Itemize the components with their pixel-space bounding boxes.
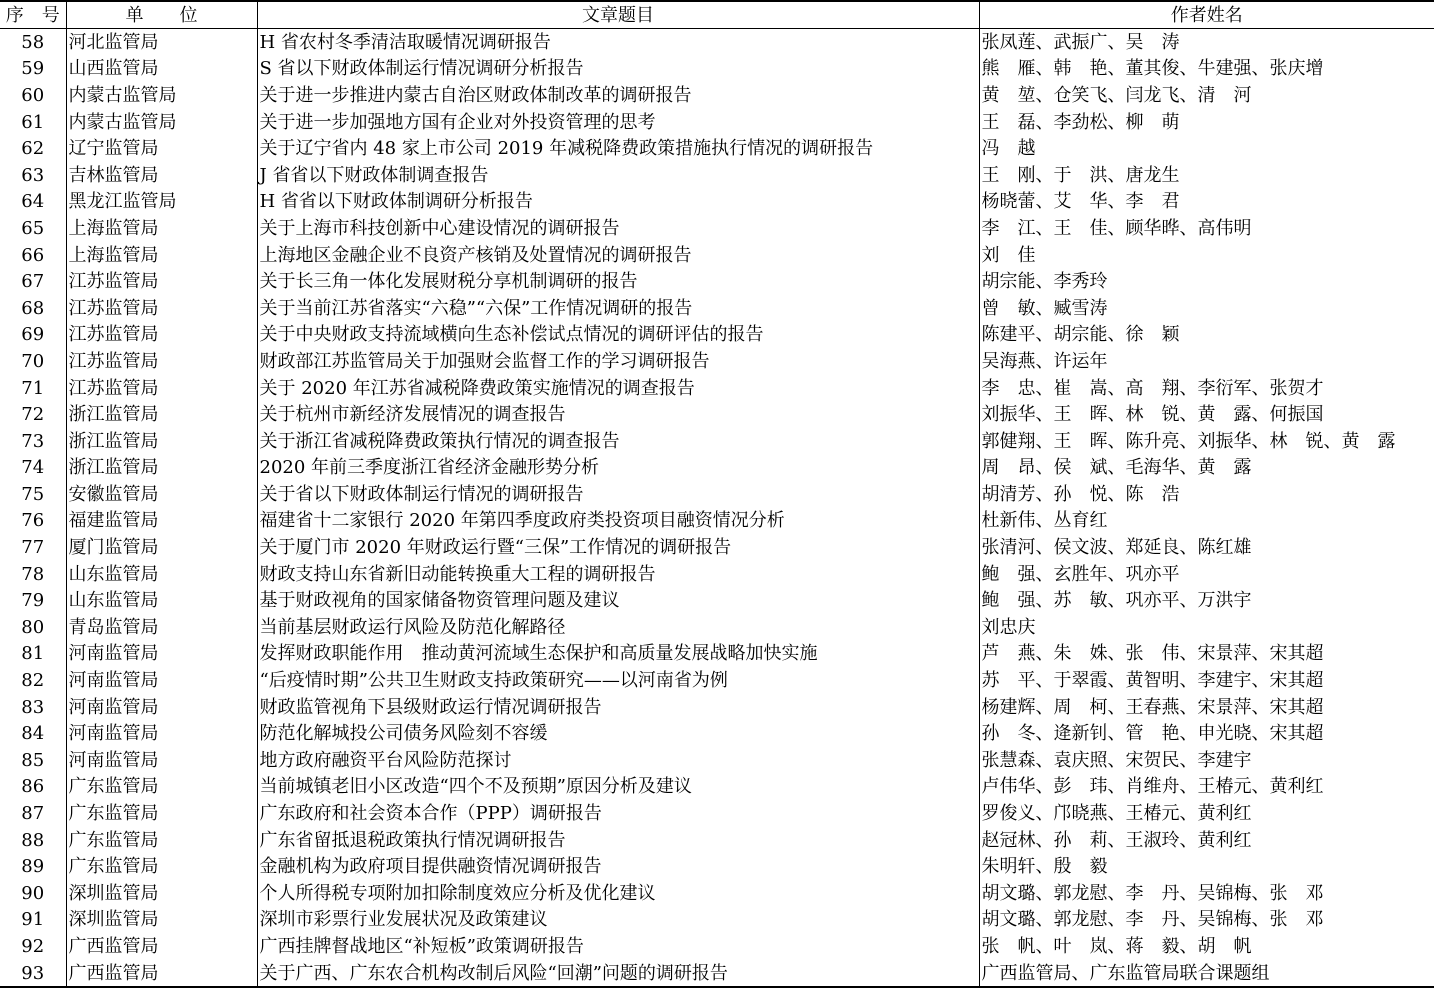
row-authors: 熊 雁、韩 艳、董其俊、牛建强、张庆增 [979, 56, 1434, 83]
row-title: 财政支持山东省新旧动能转换重大工程的调研报告 [257, 561, 979, 588]
table-row [0, 135, 1434, 162]
row-number: 78 [0, 561, 66, 588]
row-title: 关于厦门市 2020 年财政运行暨“三保”工作情况的调研报告 [257, 534, 979, 561]
row-title: 关于进一步加强地方国有企业对外投资管理的思考 [257, 109, 979, 136]
table-row [0, 56, 1434, 83]
row-unit: 广东监管局 [66, 853, 257, 880]
row-number: 61 [0, 109, 66, 136]
table-row [0, 614, 1434, 641]
row-title: 当前基层财政运行风险及防范化解路径 [257, 614, 979, 641]
row-unit: 上海监管局 [66, 242, 257, 269]
row-authors: 胡文璐、郭龙慰、李 丹、吴锦梅、张 邓 [979, 907, 1434, 934]
row-number: 82 [0, 667, 66, 694]
row-unit: 安徽监管局 [66, 481, 257, 508]
table-row [0, 322, 1434, 349]
row-number: 88 [0, 827, 66, 854]
row-number: 69 [0, 322, 66, 349]
row-authors: 卢伟华、彭 玮、肖维舟、王椿元、黄利红 [979, 774, 1434, 801]
table-row [0, 694, 1434, 721]
row-authors: 周 昂、侯 斌、毛海华、黄 露 [979, 455, 1434, 482]
header-num: 序 号 [0, 1, 66, 29]
table-row [0, 960, 1434, 988]
row-authors: 陈建平、胡宗能、徐 颖 [979, 322, 1434, 349]
table-row [0, 428, 1434, 455]
row-unit: 浙江监管局 [66, 401, 257, 428]
row-title: 关于省以下财政体制运行情况的调研报告 [257, 481, 979, 508]
table-row [0, 215, 1434, 242]
row-title: 关于广西、广东农合机构改制后风险“回潮”问题的调研报告 [257, 960, 979, 988]
header-authors: 作者姓名 [979, 1, 1434, 29]
row-unit: 江苏监管局 [66, 295, 257, 322]
row-unit: 内蒙古监管局 [66, 82, 257, 109]
row-number: 63 [0, 162, 66, 189]
table-row [0, 667, 1434, 694]
row-title: 财政监管视角下县级财政运行情况调研报告 [257, 694, 979, 721]
row-title: 地方政府融资平台风险防范探讨 [257, 747, 979, 774]
row-authors: 芦 燕、朱 姝、张 伟、宋景萍、宋其超 [979, 641, 1434, 668]
table-row [0, 587, 1434, 614]
row-title: 个人所得税专项附加扣除制度效应分析及优化建议 [257, 880, 979, 907]
row-unit: 福建监管局 [66, 508, 257, 535]
row-unit: 江苏监管局 [66, 375, 257, 402]
table-row [0, 561, 1434, 588]
table-row [0, 455, 1434, 482]
row-number: 76 [0, 508, 66, 535]
table-body [0, 29, 1434, 988]
row-authors: 刘忠庆 [979, 614, 1434, 641]
table-row [0, 720, 1434, 747]
row-title: 发挥财政职能作用 推动黄河流域生态保护和高质量发展战略加快实施 [257, 641, 979, 668]
row-number: 62 [0, 135, 66, 162]
row-number: 74 [0, 455, 66, 482]
row-number: 68 [0, 295, 66, 322]
row-number: 92 [0, 933, 66, 960]
header-title: 文章题目 [257, 1, 979, 29]
row-authors: 王 磊、李劲松、柳 萌 [979, 109, 1434, 136]
row-title: 广东政府和社会资本合作（PPP）调研报告 [257, 800, 979, 827]
row-title: 金融机构为政府项目提供融资情况调研报告 [257, 853, 979, 880]
table-row [0, 375, 1434, 402]
row-authors: 曾 敏、臧雪涛 [979, 295, 1434, 322]
header-unit: 单 位 [66, 1, 257, 29]
row-unit: 广东监管局 [66, 800, 257, 827]
row-number: 64 [0, 189, 66, 216]
row-title: 关于 2020 年江苏省减税降费政策实施情况的调查报告 [257, 375, 979, 402]
row-unit: 辽宁监管局 [66, 135, 257, 162]
table-row [0, 508, 1434, 535]
row-title: 福建省十二家银行 2020 年第四季度政府类投资项目融资情况分析 [257, 508, 979, 535]
row-authors: 王 刚、于 洪、唐龙生 [979, 162, 1434, 189]
row-unit: 河南监管局 [66, 720, 257, 747]
table-row [0, 774, 1434, 801]
table-row [0, 162, 1434, 189]
row-number: 79 [0, 587, 66, 614]
row-number: 90 [0, 880, 66, 907]
row-title: 关于当前江苏省落实“六稳”“六保”工作情况调研的报告 [257, 295, 979, 322]
row-title: 2020 年前三季度浙江省经济金融形势分析 [257, 455, 979, 482]
row-number: 73 [0, 428, 66, 455]
row-authors: 刘 佳 [979, 242, 1434, 269]
row-authors: 张 帆、叶 岚、蒋 毅、胡 帆 [979, 933, 1434, 960]
row-title: 关于长三角一体化发展财税分享机制调研的报告 [257, 268, 979, 295]
row-authors: 朱明轩、殷 毅 [979, 853, 1434, 880]
row-unit: 青岛监管局 [66, 614, 257, 641]
row-authors: 苏 平、于翠霞、黄智明、李建宇、宋其超 [979, 667, 1434, 694]
row-number: 75 [0, 481, 66, 508]
row-authors: 吴海燕、许运年 [979, 348, 1434, 375]
row-authors: 鲍 强、苏 敏、巩亦平、万洪宇 [979, 587, 1434, 614]
row-unit: 河南监管局 [66, 747, 257, 774]
row-authors: 冯 越 [979, 135, 1434, 162]
row-unit: 上海监管局 [66, 215, 257, 242]
row-title: “后疫情时期”公共卫生财政支持政策研究——以河南省为例 [257, 667, 979, 694]
row-number: 84 [0, 720, 66, 747]
row-number: 59 [0, 56, 66, 83]
row-authors: 胡文璐、郭龙慰、李 丹、吴锦梅、张 邓 [979, 880, 1434, 907]
row-authors: 广西监管局、广东监管局联合课题组 [979, 960, 1434, 988]
header-row [0, 1, 1434, 29]
table-row [0, 534, 1434, 561]
row-authors: 张凤莲、武振广、吴 涛 [979, 29, 1434, 56]
row-authors: 胡清芳、孙 悦、陈 浩 [979, 481, 1434, 508]
row-unit: 厦门监管局 [66, 534, 257, 561]
row-unit: 广东监管局 [66, 827, 257, 854]
row-unit: 山东监管局 [66, 561, 257, 588]
row-authors: 李 江、王 佳、顾华晔、高伟明 [979, 215, 1434, 242]
row-number: 83 [0, 694, 66, 721]
row-unit: 江苏监管局 [66, 268, 257, 295]
table-row [0, 189, 1434, 216]
table-row [0, 348, 1434, 375]
table-row [0, 401, 1434, 428]
row-title: 上海地区金融企业不良资产核销及处置情况的调研报告 [257, 242, 979, 269]
row-number: 66 [0, 242, 66, 269]
table-row [0, 109, 1434, 136]
table-row [0, 242, 1434, 269]
table-row [0, 481, 1434, 508]
row-title: H 省省以下财政体制调研分析报告 [257, 189, 979, 216]
row-title: 关于浙江省减税降费政策执行情况的调查报告 [257, 428, 979, 455]
row-title: 深圳市彩票行业发展状况及政策建议 [257, 907, 979, 934]
table-row [0, 853, 1434, 880]
row-title: 财政部江苏监管局关于加强财会监督工作的学习调研报告 [257, 348, 979, 375]
row-authors: 黄 堃、仓笑飞、闫龙飞、清 河 [979, 82, 1434, 109]
table-row [0, 800, 1434, 827]
table-row [0, 933, 1434, 960]
row-unit: 深圳监管局 [66, 880, 257, 907]
row-number: 86 [0, 774, 66, 801]
row-authors: 杨晓蕾、艾 华、李 君 [979, 189, 1434, 216]
row-authors: 郭健翔、王 晖、陈升亮、刘振华、林 锐、黄 露 [979, 428, 1434, 455]
row-title: 当前城镇老旧小区改造“四个不及预期”原因分析及建议 [257, 774, 979, 801]
table-row [0, 747, 1434, 774]
row-number: 91 [0, 907, 66, 934]
table-row [0, 82, 1434, 109]
row-unit: 河北监管局 [66, 29, 257, 56]
row-title: 关于杭州市新经济发展情况的调查报告 [257, 401, 979, 428]
row-title: 广西挂牌督战地区“补短板”政策调研报告 [257, 933, 979, 960]
row-number: 65 [0, 215, 66, 242]
table-header [0, 1, 1434, 29]
row-unit: 广西监管局 [66, 960, 257, 988]
row-unit: 河南监管局 [66, 667, 257, 694]
row-authors: 杨建辉、周 柯、王春燕、宋景萍、宋其超 [979, 694, 1434, 721]
row-title: 关于中央财政支持流域横向生态补偿试点情况的调研评估的报告 [257, 322, 979, 349]
row-unit: 江苏监管局 [66, 348, 257, 375]
row-number: 81 [0, 641, 66, 668]
row-authors: 鲍 强、玄胜年、巩亦平 [979, 561, 1434, 588]
row-unit: 深圳监管局 [66, 907, 257, 934]
row-number: 60 [0, 82, 66, 109]
row-unit: 河南监管局 [66, 694, 257, 721]
table-row [0, 907, 1434, 934]
row-title: 关于辽宁省内 48 家上市公司 2019 年减税降费政策措施执行情况的调研报告 [257, 135, 979, 162]
row-authors: 李 忠、崔 嵩、高 翔、李衍军、张贺才 [979, 375, 1434, 402]
row-authors: 罗俊义、邝晓燕、王椿元、黄利红 [979, 800, 1434, 827]
row-unit: 山西监管局 [66, 56, 257, 83]
row-title: 广东省留抵退税政策执行情况调研报告 [257, 827, 979, 854]
row-title: 关于上海市科技创新中心建设情况的调研报告 [257, 215, 979, 242]
row-number: 72 [0, 401, 66, 428]
row-unit: 内蒙古监管局 [66, 109, 257, 136]
row-authors: 胡宗能、李秀玲 [979, 268, 1434, 295]
row-unit: 浙江监管局 [66, 455, 257, 482]
row-number: 85 [0, 747, 66, 774]
row-unit: 吉林监管局 [66, 162, 257, 189]
row-unit: 浙江监管局 [66, 428, 257, 455]
row-number: 67 [0, 268, 66, 295]
row-title: 防范化解城投公司债务风险刻不容缓 [257, 720, 979, 747]
row-authors: 刘振华、王 晖、林 锐、黄 露、何振国 [979, 401, 1434, 428]
row-unit: 广西监管局 [66, 933, 257, 960]
row-number: 93 [0, 960, 66, 988]
row-unit: 黑龙江监管局 [66, 189, 257, 216]
table-row [0, 29, 1434, 56]
row-number: 87 [0, 800, 66, 827]
row-title: J 省省以下财政体制调查报告 [257, 162, 979, 189]
row-title: 关于进一步推进内蒙古自治区财政体制改革的调研报告 [257, 82, 979, 109]
row-authors: 赵冠林、孙 莉、王淑玲、黄利红 [979, 827, 1434, 854]
row-unit: 江苏监管局 [66, 322, 257, 349]
row-authors: 杜新伟、丛育红 [979, 508, 1434, 535]
row-number: 70 [0, 348, 66, 375]
row-number: 58 [0, 29, 66, 56]
row-unit: 广东监管局 [66, 774, 257, 801]
row-title: S 省以下财政体制运行情况调研分析报告 [257, 56, 979, 83]
row-title: 基于财政视角的国家储备物资管理问题及建议 [257, 587, 979, 614]
row-title: H 省农村冬季清洁取暖情况调研报告 [257, 29, 979, 56]
row-number: 77 [0, 534, 66, 561]
row-authors: 张清河、侯文波、郑延良、陈红雄 [979, 534, 1434, 561]
row-number: 89 [0, 853, 66, 880]
row-unit: 山东监管局 [66, 587, 257, 614]
table-row [0, 268, 1434, 295]
row-authors: 孙 冬、逄新钊、管 艳、申光晓、宋其超 [979, 720, 1434, 747]
row-unit: 河南监管局 [66, 641, 257, 668]
table-row [0, 880, 1434, 907]
table-row [0, 295, 1434, 322]
row-number: 71 [0, 375, 66, 402]
table-row [0, 827, 1434, 854]
row-authors: 张慧森、袁庆照、宋贺民、李建宇 [979, 747, 1434, 774]
row-number: 80 [0, 614, 66, 641]
table-row [0, 641, 1434, 668]
